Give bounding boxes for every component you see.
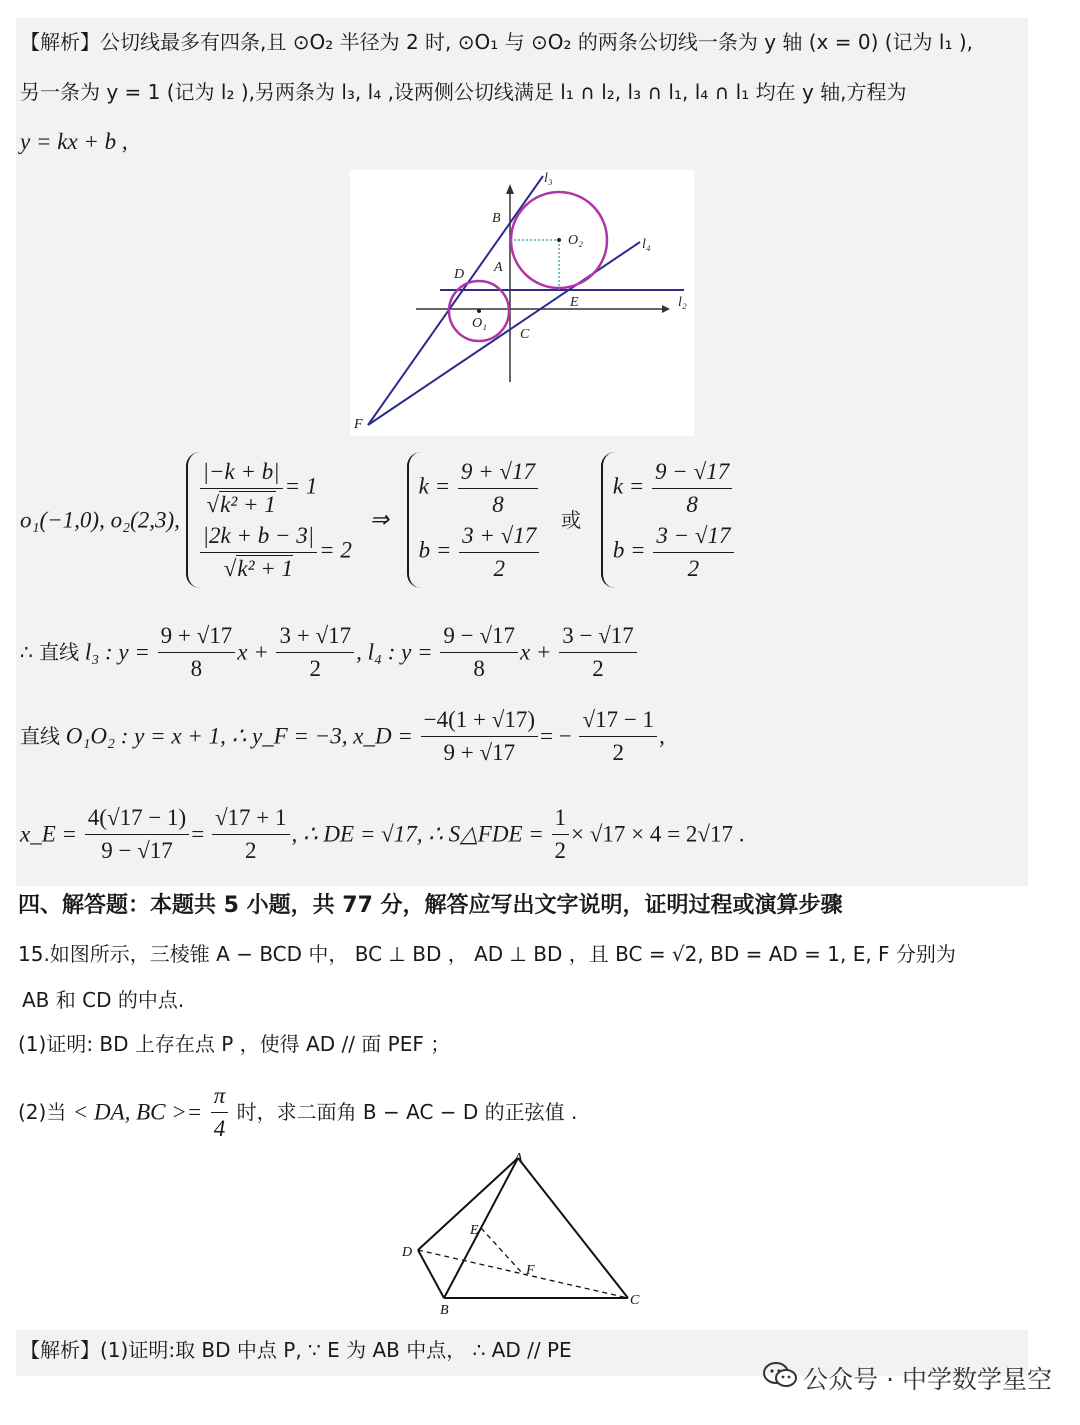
x-axis-arrow bbox=[662, 305, 670, 313]
analysis-intro-line-3: y = kx + b , bbox=[20, 129, 128, 154]
problem15-question-1: (1)证明: BD 上存在点 P ，使得 AD // 面 PEF ； bbox=[18, 1032, 451, 1056]
y-axis-arrow bbox=[506, 184, 514, 194]
o1o2-row: 直线 O₁O₂ : y = x + 1, ∴ y_F = −3, x_D = $\frac{-4(1 + √17)}{9 + √17}$ = − $\frac{√17 - 1}{2}$ , bbox=[20, 707, 665, 765]
centers: o₁(−1,0), o₂(2,3), bbox=[20, 507, 180, 533]
solution15-line: 【解析】(1)证明:取 BD 中点 P, ∵ E 为 AB 中点， ∴ AD // PE bbox=[20, 1338, 572, 1362]
label-B: B bbox=[492, 211, 501, 226]
or-word: 或 bbox=[561, 508, 582, 533]
eq2-fraction: $\frac{|2k + b - 3|}{\text{√k² + 1}}$ bbox=[200, 522, 317, 582]
label-C: C bbox=[520, 327, 530, 342]
label-E: E bbox=[570, 295, 579, 310]
point-o1 bbox=[477, 309, 481, 313]
analysis-intro-line-1: 【解析】公切线最多有四条,且 ⊙O₂ 半径为 2 时, ⊙O₁ 与 ⊙O₂ 的两条公切线一条为 y 轴 (x = 0) (记为 l₁ ), bbox=[20, 30, 974, 54]
problem15-line-2: AB 和 CD 的中点. bbox=[22, 988, 185, 1012]
problem15-line-1: 15.如图所示，三棱锥 A − BCD 中， BC ⊥ BD ， AD ⊥ BD ，且 BC = √2, BD = AD = 1, E, F 分别为 bbox=[18, 942, 956, 966]
label-O1: O₁ bbox=[472, 316, 487, 331]
tetrahedron-svg bbox=[396, 1148, 656, 1318]
label-D: D bbox=[402, 1245, 413, 1260]
label-D: D bbox=[454, 267, 465, 282]
label-l3: l₃ bbox=[544, 171, 553, 186]
analysis-tag: 【解析】 bbox=[20, 30, 100, 54]
label-B: B bbox=[440, 1303, 449, 1318]
solution-brace-2: k = $\frac{9 - √17}{8}$ b = $\frac{3 - √17}{2}$ bbox=[601, 452, 736, 588]
problem15-question-2: (2)当 < DA, BC >= $\frac{\pi}{4}$ 时，求二面角 B − AC − D 的正弦值 . bbox=[18, 1083, 578, 1141]
implies-arrow: ⇒ bbox=[369, 507, 389, 533]
point-o2 bbox=[557, 238, 561, 242]
segment-EF bbox=[481, 1228, 523, 1274]
system-row bbox=[20, 452, 736, 588]
label-O2: O₂ bbox=[568, 233, 583, 248]
edge-AD bbox=[418, 1158, 518, 1250]
label-F: F bbox=[526, 1263, 535, 1278]
label-A: A bbox=[514, 1151, 523, 1166]
solution-brace-1: k = $\frac{9 + √17}{8}$ b = $\frac{3 + √17}{2}$ bbox=[407, 452, 542, 588]
label-A: A bbox=[494, 260, 503, 275]
label-l2: l₂ bbox=[678, 295, 687, 310]
label-C: C bbox=[630, 1293, 640, 1308]
tangent-lines-figure bbox=[350, 170, 694, 436]
line-l3 bbox=[368, 176, 543, 425]
label-F: F bbox=[354, 417, 363, 432]
system-brace-left: $\frac{|-k + b|}{\text{√k² + 1}}$ = 1 $\frac{|2k + b - 3|}{\text{√k² + 1}}$ = 2 bbox=[186, 452, 352, 588]
line-l4 bbox=[368, 242, 640, 425]
wechat-watermark: 公众号 · 中学数学星空 bbox=[763, 1360, 1052, 1396]
eq1-fraction: $\frac{|-k + b|}{\text{√k² + 1}}$ bbox=[200, 458, 283, 518]
xe-row: x_E = $\frac{4(√17 - 1)}{9 - √17}$ = $\frac{√17 + 1}{2}$ , ∴ DE = √17, ∴ S△FDE = $\frac{1}{2}$ × √17 × 4 = 2√17 . bbox=[20, 805, 745, 863]
analysis-intro-line-2: 另一条为 y = 1 (记为 l₂ ),另两条为 l₃, l₄ ,设两侧公切线满足 l₁ ∩ l₂, l₃ ∩ l₁, l₄ ∩ l₁ 均在 y 轴,方程为 bbox=[20, 80, 907, 104]
tetrahedron-figure bbox=[396, 1148, 656, 1318]
edge-DB bbox=[418, 1250, 444, 1298]
line-equations-row: ∴ 直线 l₃ : y = $\frac{9 + √17}{8}$ x + $\frac{3 + √17}{2}$ , l₄ : y = $\frac{9 - √17}{8}$ x + $\frac{3 - √17}{2}$ bbox=[20, 622, 639, 682]
solution-tag: 【解析】 bbox=[20, 1338, 100, 1362]
section-heading: 四、解答题：本题共 5 小题，共 77 分，解答应写出文字说明，证明过程或演算步骤 bbox=[18, 893, 843, 918]
tangent-lines-svg bbox=[350, 170, 694, 436]
wechat-icon bbox=[763, 1361, 797, 1395]
label-E: E bbox=[470, 1223, 479, 1238]
label-l4: l₄ bbox=[642, 237, 651, 252]
